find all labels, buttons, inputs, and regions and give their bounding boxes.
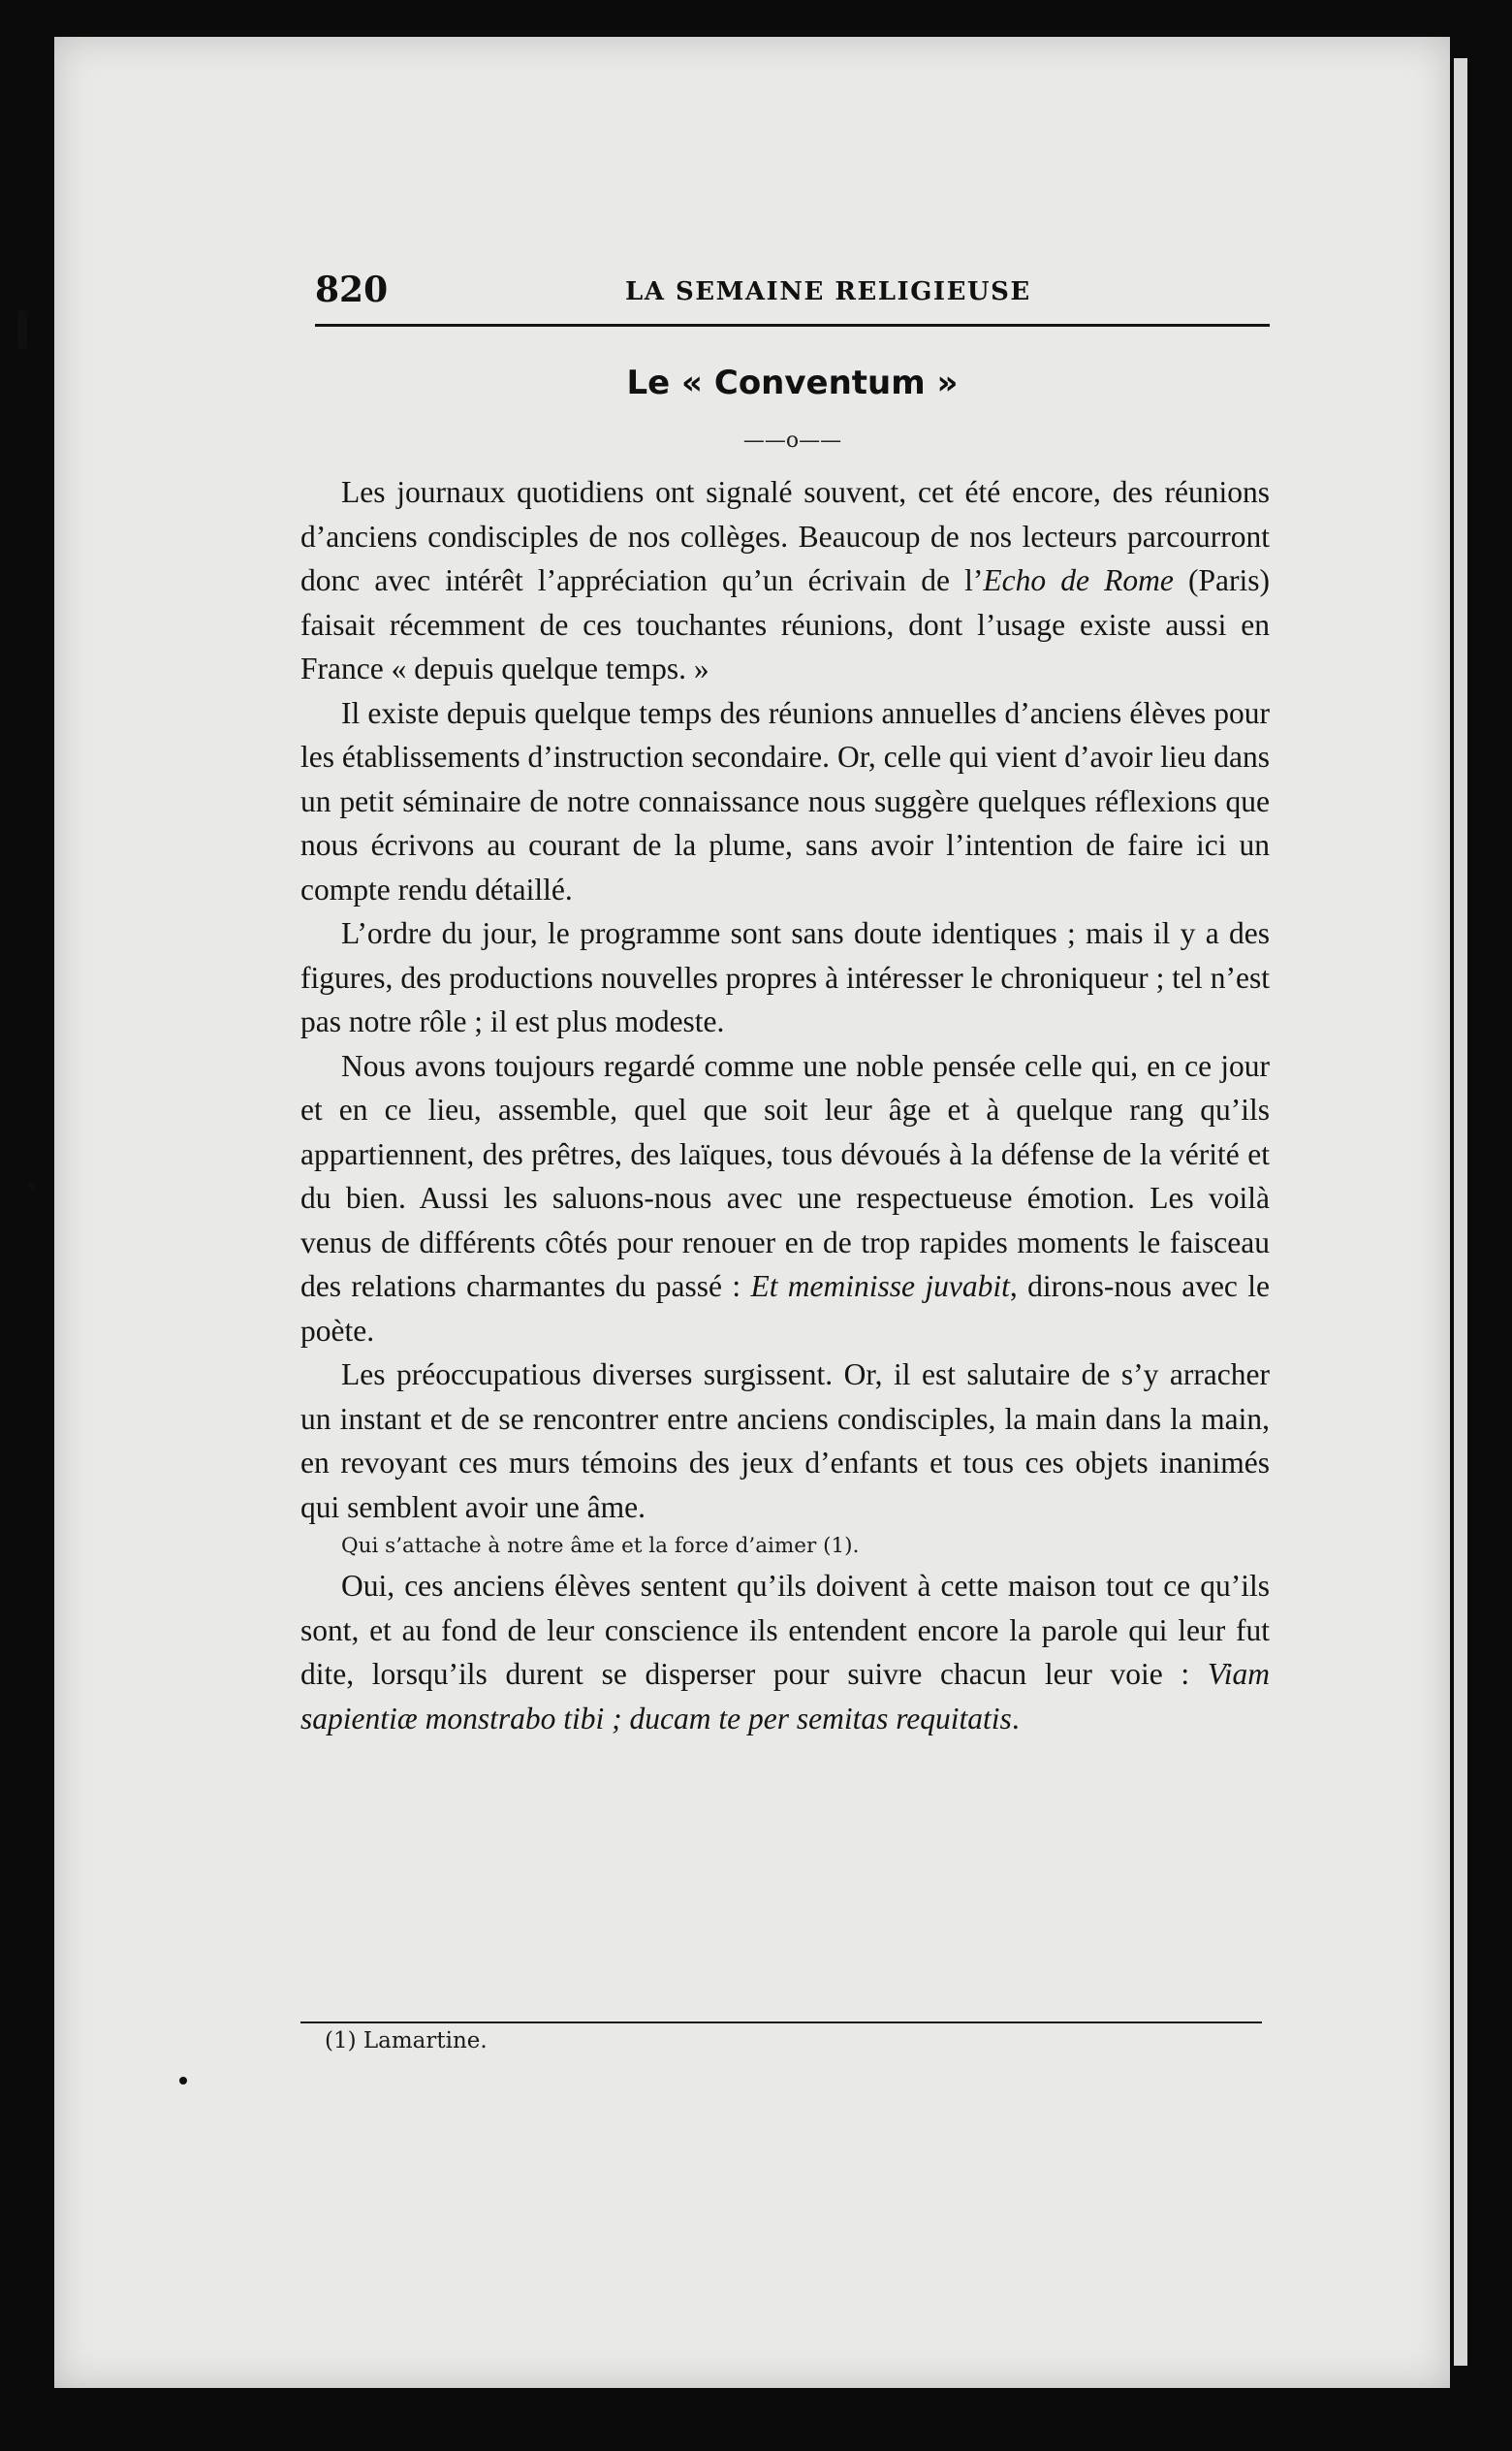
- paragraph: Il existe depuis quelque temps des réunions annuelles d’anciens élèves pour les établissements d’instruction secondaire. Or, celle qui vient d’avoir lieu dans un petit séminaire de notre connaissance nous suggère quelques réflexions que nous écrivons au courant de la plume, sans avoir l’intention de faire ici un compte rendu détaillé.: [300, 695, 1270, 907]
- verse-quote: Qui s’attache à notre âme et la force d’aimer (1).: [341, 1534, 860, 1558]
- scan-speck: [17, 310, 27, 349]
- paragraph: Oui, ces anciens élèves sentent qu’ils doivent à cette maison tout ce qu’ils sont, et au fond de leur conscience ils entendent encore la parole qui leur fut dite, lorsqu’ils durent se disperser pour suivre chacun leur voie : Viam sapientiæ monstrabo tibi ; ducam te per semitas requitatis.: [300, 1569, 1270, 1735]
- latin-quote: Et meminisse juvabit: [750, 1269, 1010, 1303]
- article-body: [300, 470, 1270, 1740]
- header-rule: [315, 324, 1270, 327]
- page-header: [315, 260, 1270, 318]
- italic-title: Echo de Rome: [983, 563, 1174, 597]
- footnote-rule: [300, 2021, 1262, 2023]
- paragraph: Les journaux quotidiens ont signalé souvent, cet été encore, des réunions d’anciens condisciples de nos collèges. Beaucoup de nos lecteurs parcourront donc avec intérêt l’appréciation qu’un écrivain de l’Echo de Rome (Paris) faisait récemment de ces touchantes réunions, dont l’usage existe aussi en France « depuis quelque temps. »: [300, 475, 1270, 685]
- article-title: Le « Conventum »: [626, 364, 959, 402]
- scan-speck: [179, 2077, 187, 2085]
- running-title: LA SEMAINE RELIGIEUSE: [625, 277, 1031, 306]
- scan-speck: [29, 1183, 35, 1189]
- title-ornament: ——o——: [742, 429, 842, 453]
- page-number: 820: [315, 270, 389, 310]
- paragraph: Nous avons toujours regardé comme une noble pensée celle qui, en ce jour et en ce lieu, assemble, quel que soit leur âge et à quelque rang qu’ils appartiennent, des prêtres, des laïques, tous dévoués à la défense de la vérité et du bien. Aussi les saluons-nous avec une respectueuse émotion. Les voilà venus de différents côtés pour renouer en de trop rapides moments le faisceau des relations charmantes du passé : Et meminisse juvabit, dirons-nous avec le poète.: [300, 1048, 1270, 1348]
- paragraph: L’ordre du jour, le programme sont sans doute identiques ; mais il y a des figures, des productions nouvelles propres à intéresser le chroniqueur ; tel n’est pas notre rôle ; il est plus modeste.: [300, 916, 1270, 1038]
- latin-quote: Viam sapientiæ monstrabo tibi ; ducam te per semitas requitatis: [300, 1657, 1270, 1735]
- facing-page-edge: [1454, 58, 1467, 2366]
- paragraph: Les préoccupatious diverses surgissent. Or, il est salutaire de s’y arracher un instant et de se rencontrer entre anciens condisciples, la main dans la main, en revoyant ces murs témoins des jeux d’enfants et tous ces objets inanimés qui semblent avoir une âme.: [300, 1357, 1270, 1524]
- footnote: (1) Lamartine.: [325, 2028, 488, 2053]
